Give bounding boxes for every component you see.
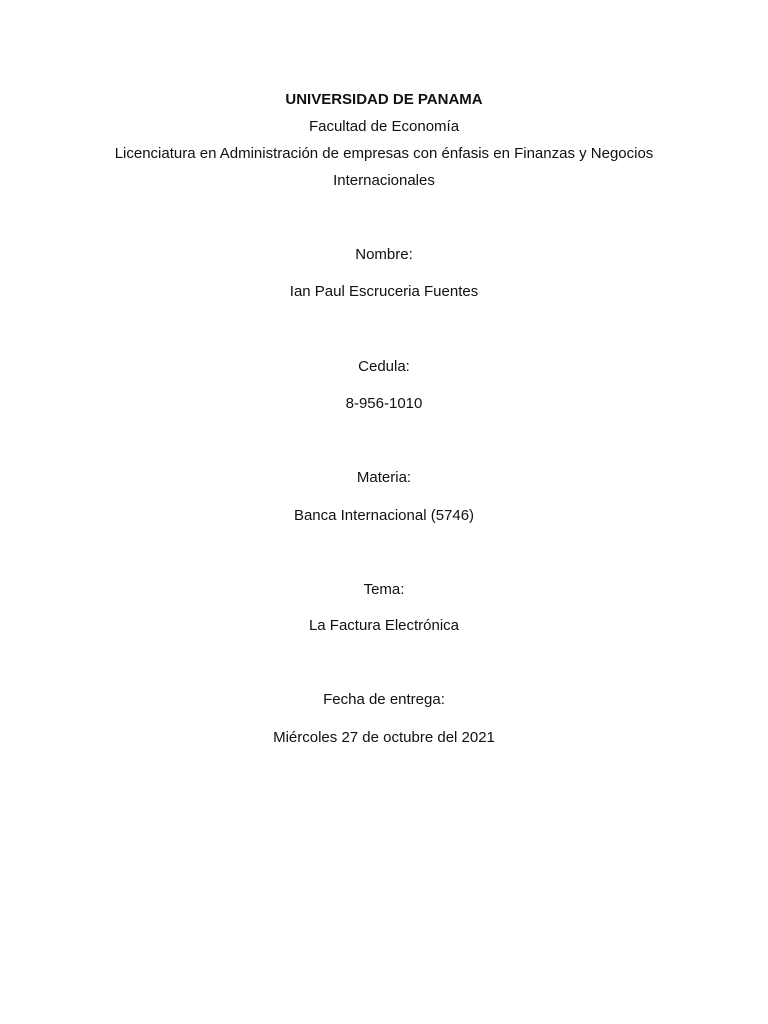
name-value: Ian Paul Escruceria Fuentes xyxy=(289,283,479,300)
subject-value: Banca Internacional (5746) xyxy=(293,507,475,524)
topic-label: Tema: xyxy=(363,581,405,598)
faculty-name: Facultad de Economía xyxy=(308,118,460,135)
topic-value: La Factura Electrónica xyxy=(308,617,460,634)
name-label: Nombre: xyxy=(355,246,413,263)
id-label: Cedula: xyxy=(358,358,410,375)
date-value: Miércoles 27 de octubre del 2021 xyxy=(273,729,495,746)
degree-line-1: Licenciatura en Administración de empresas con énfasis en Finanzas y Negocios xyxy=(114,145,654,162)
date-label: Fecha de entrega: xyxy=(323,691,445,708)
id-value: 8-956-1010 xyxy=(345,395,423,412)
university-title: UNIVERSIDAD DE PANAMA xyxy=(285,91,483,108)
degree-line-2: Internacionales xyxy=(333,172,435,189)
subject-label: Materia: xyxy=(356,469,412,486)
